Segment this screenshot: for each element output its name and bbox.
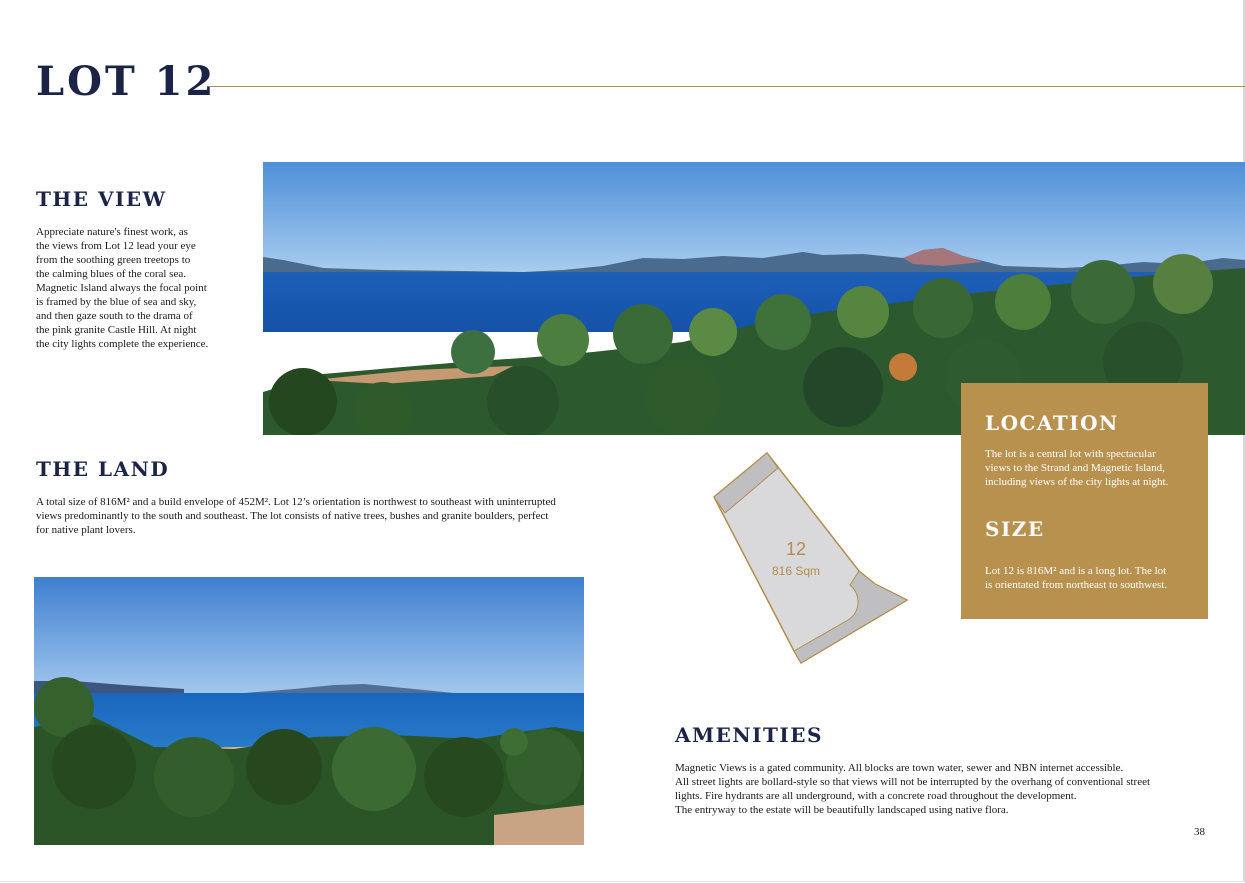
land-line: for native plant lovers. bbox=[36, 524, 136, 536]
view-heading: THE VIEW bbox=[36, 187, 167, 211]
land-text bbox=[36, 495, 596, 537]
view-line: Magnetic Island always the focal point bbox=[36, 282, 207, 294]
size-text bbox=[985, 564, 1200, 592]
title-rule bbox=[210, 86, 1245, 87]
page-number: 38 bbox=[1194, 826, 1205, 838]
location-heading: LOCATION bbox=[985, 411, 1119, 435]
view-line: the views from Lot 12 lead your eye bbox=[36, 240, 196, 252]
amenities-line: All street lights are bollard-style so that views will not be interrupted by the overhang of conventional street bbox=[675, 776, 1151, 788]
amenities-line: Magnetic Views is a gated community. All blocks are town water, sewer and NBN internet accessible. bbox=[675, 762, 1124, 774]
size-line: Lot 12 is 816M² and is a long lot. The lot bbox=[985, 565, 1167, 577]
view-line: and then gaze south to the drama of bbox=[36, 310, 193, 322]
coast-photo bbox=[34, 577, 584, 845]
size-heading: SIZE bbox=[985, 517, 1045, 541]
view-line: the pink granite Castle Hill. At night bbox=[36, 324, 197, 336]
page-title: LOT 12 bbox=[36, 58, 217, 105]
lot-plan bbox=[700, 445, 920, 675]
view-line: the calming blues of the coral sea. bbox=[36, 268, 186, 280]
view-text bbox=[36, 225, 236, 351]
lot-area: 816 Sqm bbox=[771, 564, 821, 578]
location-line: The lot is a central lot with spectacular bbox=[985, 448, 1156, 460]
land-line: views predominantly to the south and southeast. The lot consists of native trees, bushes and granite boulders, perfect bbox=[36, 510, 549, 522]
land-line: A total size of 816M² and a build envelope of 452M². Lot 12’s orientation is northwest to southeast with uninterrupted bbox=[36, 496, 556, 508]
size-line: is orientated from northeast to southwest. bbox=[985, 579, 1168, 591]
location-line: views to the Strand and Magnetic Island, bbox=[985, 462, 1165, 474]
view-line: Appreciate nature's finest work, as bbox=[36, 226, 188, 238]
amenities-text bbox=[675, 761, 1205, 817]
info-box bbox=[961, 383, 1208, 619]
amenities-line: lights. Fire hydrants are all underground, with a concrete road throughout the development. bbox=[675, 790, 1077, 802]
view-line: the city lights complete the experience. bbox=[36, 338, 209, 350]
amenities-heading: AMENITIES bbox=[675, 723, 823, 747]
view-line: is framed by the blue of sea and sky, bbox=[36, 296, 197, 308]
location-text bbox=[985, 447, 1200, 489]
land-heading: THE LAND bbox=[36, 457, 170, 481]
view-line: from the soothing green treetops to bbox=[36, 254, 191, 266]
location-line: including views of the city lights at night. bbox=[985, 476, 1169, 488]
amenities-line: The entryway to the estate will be beautifully landscaped using native flora. bbox=[675, 804, 1009, 816]
lot-number: 12 bbox=[785, 539, 807, 559]
